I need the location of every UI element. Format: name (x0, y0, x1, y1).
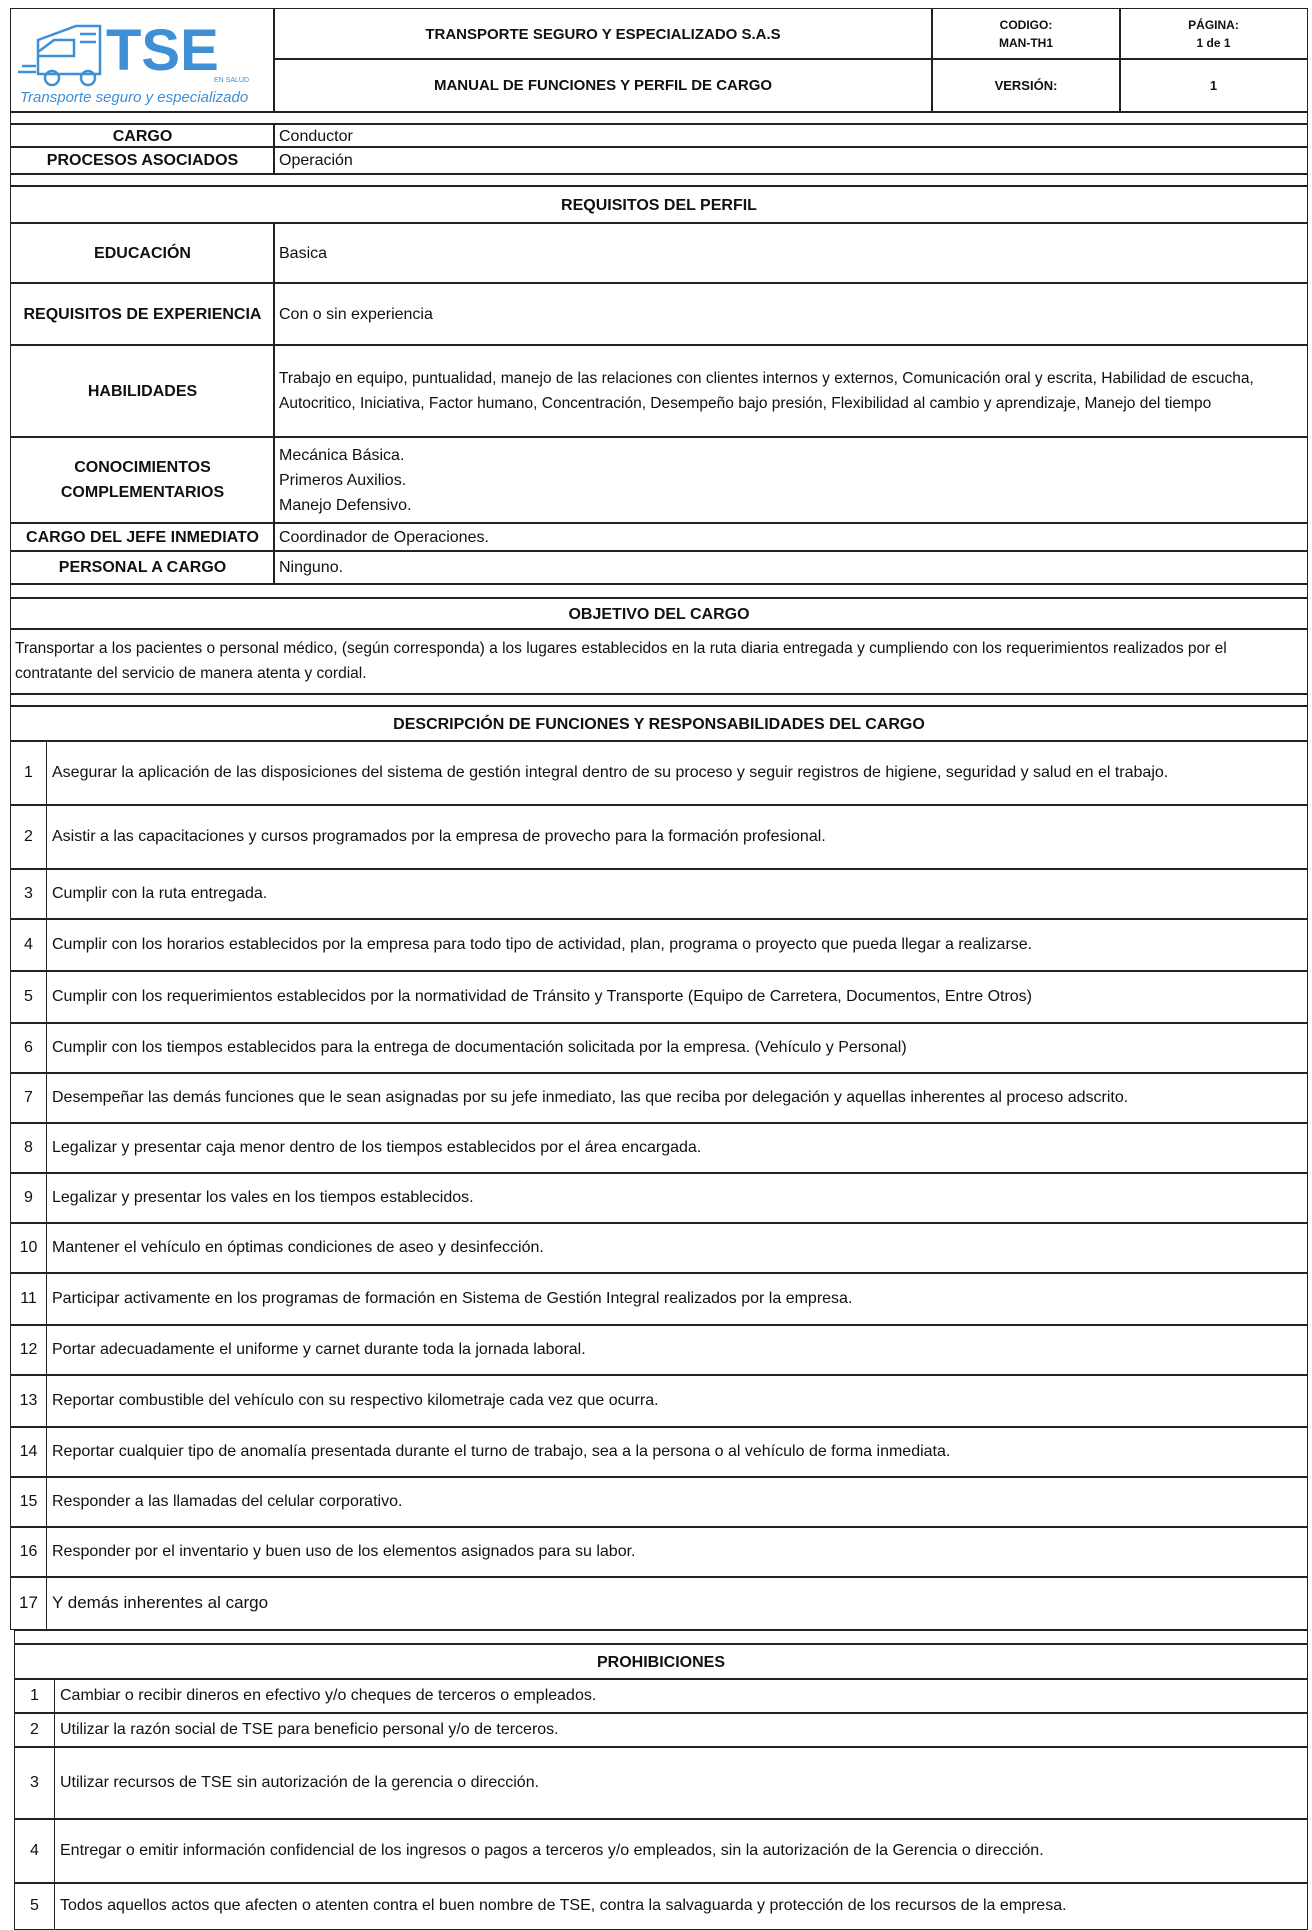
function-number: 1 (11, 741, 47, 805)
prohibition-number: 1 (15, 1679, 55, 1713)
divider (14, 1630, 1308, 1644)
functions-title: DESCRIPCIÓN DE FUNCIONES Y RESPONSABILIDADES DEL CARGO (10, 706, 1308, 742)
function-row (10, 868, 1308, 920)
function-row (10, 804, 1308, 870)
cargo-label: CARGO (10, 124, 275, 148)
prohibition-number: 2 (15, 1713, 55, 1747)
svg-text:TSE: TSE (106, 18, 219, 83)
prohibition-row (14, 1712, 1308, 1748)
experience-value: Con o sin experiencia (273, 282, 1308, 346)
prohibition-text: Todos aquellos actos que afecten o atenten contra el buen nombre de TSE, contra la salvaguarda y protección de los recursos de la empresa. (60, 1897, 1067, 1914)
function-number: 9 (11, 1173, 47, 1223)
function-text: Asistir a las capacitaciones y cursos programados por la empresa de provecho para la formación profesional. (52, 828, 826, 845)
staff-label: PERSONAL A CARGO (10, 550, 275, 584)
function-text: Legalizar y presentar caja menor dentro de los tiempos establecidos por el área encargada. (52, 1139, 702, 1156)
function-number: 12 (11, 1325, 47, 1375)
function-text: Legalizar y presentar los vales en los tiempos establecidos. (52, 1189, 474, 1206)
procesos-value: Operación (273, 146, 1308, 174)
experience-label: REQUISITOS DE EXPERIENCIA (10, 282, 275, 346)
document-title: MANUAL DE FUNCIONES Y PERFIL DE CARGO (273, 58, 933, 112)
function-text: Responder a las llamadas del celular corporativo. (52, 1493, 403, 1510)
knowledge-label: CONOCIMIENTOS COMPLEMENTARIOS (10, 436, 275, 524)
prohibition-text: Entregar o emitir información confidencial de los ingresos o pagos a terceros y/o empleados, sin la autorización de la Gerencia o dirección. (60, 1842, 1044, 1859)
function-row (10, 1374, 1308, 1428)
skills-label: HABILIDADES (10, 344, 275, 438)
function-number: 3 (11, 869, 47, 919)
function-number: 11 (11, 1273, 47, 1325)
prohibitions-title: PROHIBICIONES (14, 1644, 1308, 1680)
company-logo (14, 12, 269, 112)
skills-value: Trabajo en equipo, puntualidad, manejo de las relaciones con clientes internos y externos, Comunicación oral y escrita, Habilidad de escucha, Autocritico, Iniciativa, Factor humano, Concentración, Desempeño bajo presión, Flexibilidad al cambio y aprendizaje, Manejo del tiempo (273, 344, 1308, 438)
function-number: 2 (11, 805, 47, 869)
function-row (10, 970, 1308, 1024)
function-text: Responder por el inventario y buen uso de los elementos asignados para su labor. (52, 1543, 636, 1560)
knowledge-item: Primeros Auxilios. (279, 471, 407, 489)
function-row (10, 1172, 1308, 1224)
objective-text: Transportar a los pacientes o personal médico, (según corresponda) a los lugares establecidos en la ruta diaria entregada y cumpliendo con los requerimientos realizados por el contratante del servicio de manera atenta y cordial. (10, 628, 1308, 694)
divider (10, 584, 1308, 598)
function-number: 13 (11, 1375, 47, 1427)
company-name: TRANSPORTE SEGURO Y ESPECIALIZADO S.A.S (273, 8, 933, 60)
function-text: Y demás inherentes al cargo (52, 1593, 269, 1612)
function-number: 10 (11, 1223, 47, 1273)
function-row (10, 1476, 1308, 1528)
svg-text:EN SALUD: EN SALUD (214, 77, 250, 84)
prohibition-text: Cambiar o recibir dineros en efectivo y/o cheques de terceros o empleados. (60, 1687, 597, 1704)
divider (10, 112, 1308, 124)
function-text: Cumplir con los requerimientos establecidos por la normatividad de Tránsito y Transporte (Equipo de Carretera, Documentos, Entre Otros) (52, 988, 1033, 1005)
function-text: Participar activamente en los programas de formación en Sistema de Gestión Integral realizados por la empresa. (52, 1290, 853, 1307)
objective-title: OBJETIVO DEL CARGO (10, 598, 1308, 630)
function-row (10, 1072, 1308, 1124)
function-number: 6 (11, 1023, 47, 1073)
prohibition-row (14, 1882, 1308, 1930)
function-text: Portar adecuadamente el uniforme y carnet durante toda la jornada laboral. (52, 1341, 586, 1358)
function-row (10, 1576, 1308, 1630)
function-number: 8 (11, 1123, 47, 1173)
function-number: 17 (11, 1577, 47, 1629)
function-row (10, 918, 1308, 972)
function-text: Reportar combustible del vehículo con su respectivo kilometraje cada vez que ocurra. (52, 1392, 659, 1409)
function-number: 7 (11, 1073, 47, 1123)
version-value: 1 (1119, 58, 1308, 112)
function-row (10, 1222, 1308, 1274)
function-text: Cumplir con los tiempos establecidos para la entrega de documentación solicitada por la empresa. (Vehículo y Personal) (52, 1039, 907, 1056)
function-number: 14 (11, 1427, 47, 1477)
function-number: 16 (11, 1527, 47, 1577)
boss-label: CARGO DEL JEFE INMEDIATO (10, 522, 275, 552)
function-row (10, 1526, 1308, 1578)
page-cell: PÁGINA: 1 de 1 (1119, 8, 1308, 60)
knowledge-item: Manejo Defensivo. (279, 496, 412, 514)
prohibition-row (14, 1678, 1308, 1714)
education-label: EDUCACIÓN (10, 222, 275, 284)
prohibition-row (14, 1818, 1308, 1884)
prohibition-text: Utilizar recursos de TSE sin autorización de la gerencia o dirección. (60, 1774, 540, 1791)
ambulance-logo-icon (14, 12, 269, 112)
cargo-value: Conductor (273, 124, 1308, 148)
boss-value: Coordinador de Operaciones. (273, 522, 1308, 552)
divider (10, 694, 1308, 706)
function-row (10, 740, 1308, 806)
function-row (10, 1022, 1308, 1074)
function-number: 15 (11, 1477, 47, 1527)
knowledge-item: Mecánica Básica. (279, 446, 405, 464)
knowledge-value (273, 436, 1308, 524)
svg-text:Transporte seguro y especializ: Transporte seguro y especializado (20, 89, 249, 106)
function-row (10, 1272, 1308, 1326)
function-text: Asegurar la aplicación de las disposiciones del sistema de gestión integral dentro de su proceso y seguir registros de higiene, seguridad y salud en el trabajo. (52, 764, 1169, 781)
function-text: Reportar cualquier tipo de anomalía presentada durante el turno de trabajo, sea a la persona o al vehículo de forma inmediata. (52, 1443, 951, 1460)
function-row (10, 1324, 1308, 1376)
function-text: Cumplir con los horarios establecidos por la empresa para todo tipo de actividad, plan, programa o proyecto que pueda llegar a realizarse. (52, 936, 1033, 953)
function-number: 4 (11, 919, 47, 971)
prohibition-number: 5 (15, 1883, 55, 1929)
function-row (10, 1426, 1308, 1478)
procesos-label: PROCESOS ASOCIADOS (10, 146, 275, 174)
divider (10, 174, 1308, 186)
version-label: VERSIÓN: (931, 58, 1121, 112)
prohibition-row (14, 1746, 1308, 1820)
function-text: Mantener el vehículo en óptimas condiciones de aseo y desinfección. (52, 1239, 544, 1256)
staff-value: Ninguno. (273, 550, 1308, 584)
function-row (10, 1122, 1308, 1174)
code-cell: CODIGO: MAN-TH1 (931, 8, 1121, 60)
requirements-title: REQUISITOS DEL PERFIL (10, 186, 1308, 224)
prohibition-number: 3 (15, 1747, 55, 1819)
education-value: Basica (273, 222, 1308, 284)
prohibition-text: Utilizar la razón social de TSE para beneficio personal y/o de terceros. (60, 1721, 559, 1738)
prohibition-number: 4 (15, 1819, 55, 1883)
function-text: Cumplir con la ruta entregada. (52, 885, 268, 902)
function-text: Desempeñar las demás funciones que le sean asignadas por su jefe inmediato, las que reciba por delegación y aquellas inherentes al proceso adscrito. (52, 1089, 1129, 1106)
function-number: 5 (11, 971, 47, 1023)
